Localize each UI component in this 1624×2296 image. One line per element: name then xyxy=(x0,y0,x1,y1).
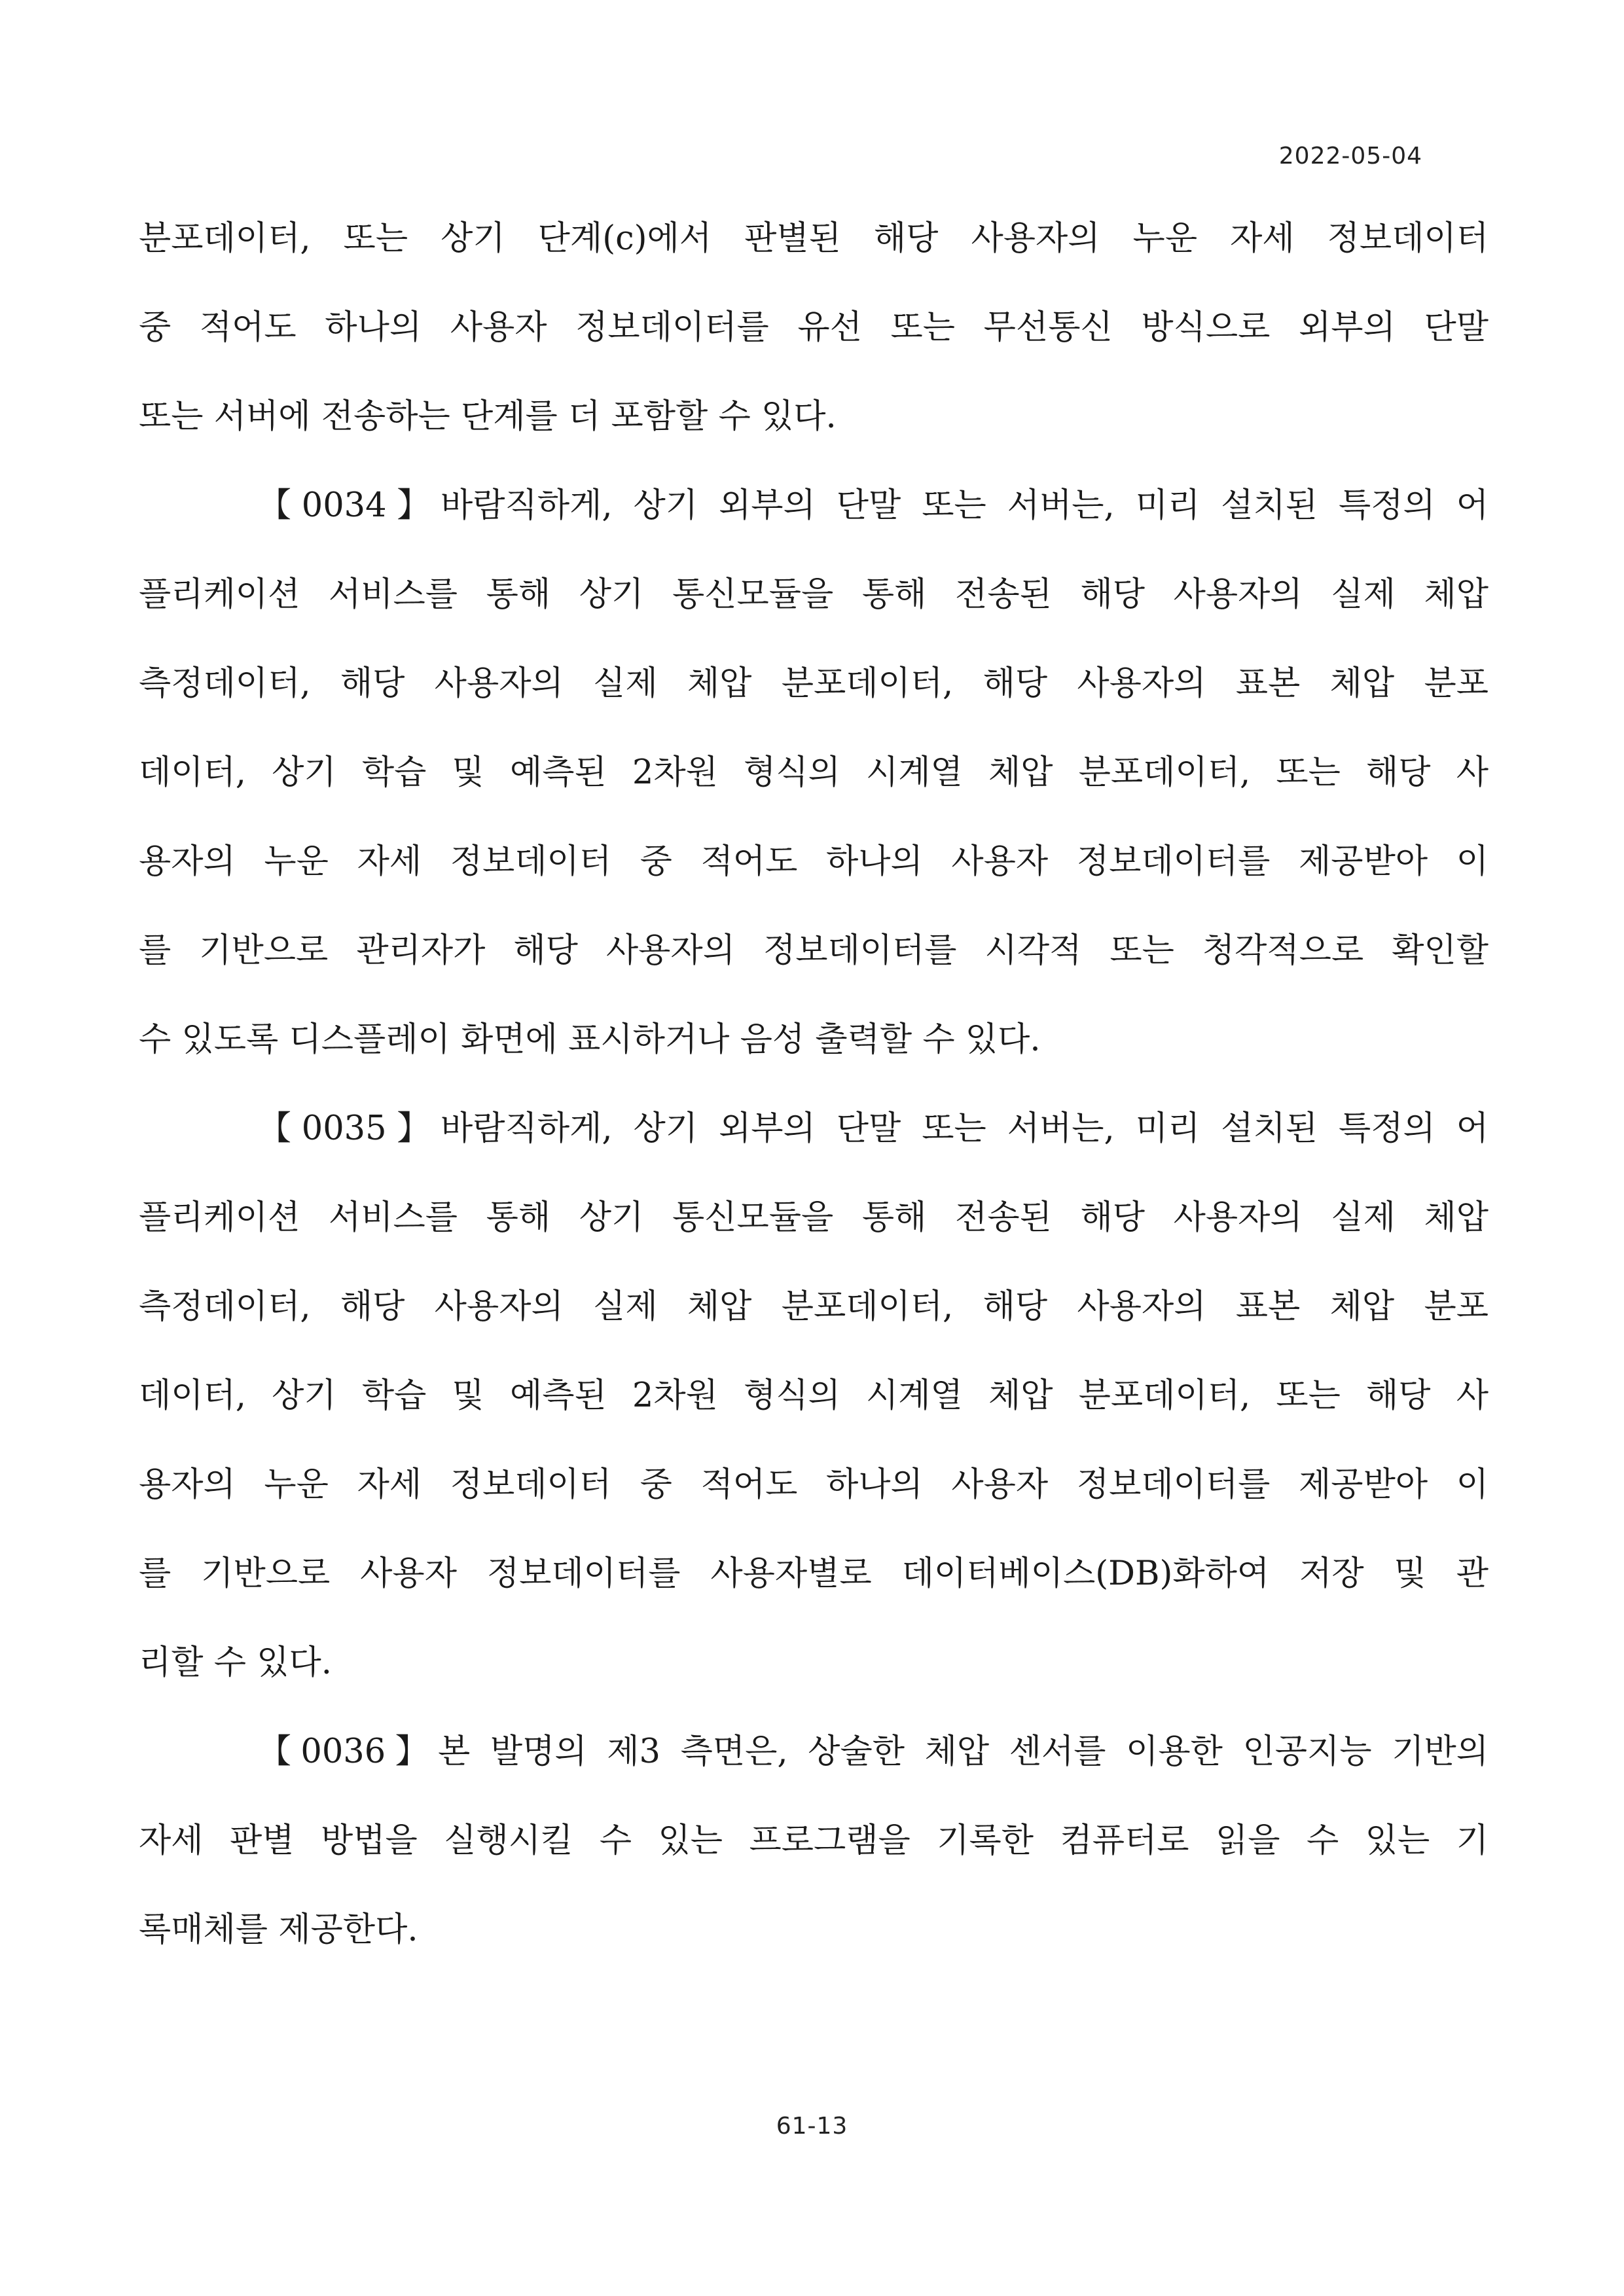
text-line: 를 기반으로 사용자 정보데이터를 사용자별로 데이터베이스(DB)화하여 저장 및 관 xyxy=(139,1554,1489,1593)
paragraph-0034-start: 【0034】바람직하게, 상기 외부의 단말 또는 서버는, 미리 설치된 특정의 어 xyxy=(258,486,1489,525)
text-line: 분포데이터, 또는 상기 단계(c)에서 판별된 해당 사용자의 누운 자세 정보데이터 xyxy=(139,219,1489,258)
paragraph-0036-start: 【0036】본 발명의 제3 측면은, 상술한 체압 센서를 이용한 인공지능 기반의 xyxy=(258,1732,1489,1771)
text-line: 플리케이션 서비스를 통해 상기 통신모듈을 통해 전송된 해당 사용자의 실제 체압 xyxy=(139,575,1489,614)
text-line: 리할 수 있다. xyxy=(139,1643,332,1682)
paragraph-0035-start: 【0035】바람직하게, 상기 외부의 단말 또는 서버는, 미리 설치된 특정의 어 xyxy=(258,1109,1489,1148)
document-body xyxy=(139,209,1489,1990)
page-number: 61-13 xyxy=(776,2113,848,2140)
text-line: 자세 판별 방법을 실행시킬 수 있는 프로그램을 기록한 컴퓨터로 읽을 수 있는 기 xyxy=(139,1821,1489,1860)
text-line: 용자의 누운 자세 정보데이터 중 적어도 하나의 사용자 정보데이터를 제공받아 이 xyxy=(139,1465,1489,1504)
document-date: 2022-05-04 xyxy=(1278,143,1422,170)
text-line: 플리케이션 서비스를 통해 상기 통신모듈을 통해 전송된 해당 사용자의 실제 체압 xyxy=(139,1198,1489,1237)
text-line: 중 적어도 하나의 사용자 정보데이터를 유선 또는 무선통신 방식으로 외부의 단말 xyxy=(139,308,1489,347)
text-line: 를 기반으로 관리자가 해당 사용자의 정보데이터를 시각적 또는 청각적으로 확인할 xyxy=(139,931,1489,970)
text-line: 데이터, 상기 학습 및 예측된 2차원 형식의 시계열 체압 분포데이터, 또는 해당 사 xyxy=(139,1376,1489,1415)
text-line: 데이터, 상기 학습 및 예측된 2차원 형식의 시계열 체압 분포데이터, 또는 해당 사 xyxy=(139,753,1489,792)
text-line: 또는 서버에 전송하는 단계를 더 포함할 수 있다. xyxy=(139,397,837,436)
text-line: 측정데이터, 해당 사용자의 실제 체압 분포데이터, 해당 사용자의 표본 체압 분포 xyxy=(139,1287,1489,1326)
text-line: 록매체를 제공한다. xyxy=(139,1910,418,1949)
text-line: 용자의 누운 자세 정보데이터 중 적어도 하나의 사용자 정보데이터를 제공받아 이 xyxy=(139,842,1489,881)
text-line: 측정데이터, 해당 사용자의 실제 체압 분포데이터, 해당 사용자의 표본 체압 분포 xyxy=(139,664,1489,703)
text-line: 수 있도록 디스플레이 화면에 표시하거나 음성 출력할 수 있다. xyxy=(139,1020,1041,1059)
